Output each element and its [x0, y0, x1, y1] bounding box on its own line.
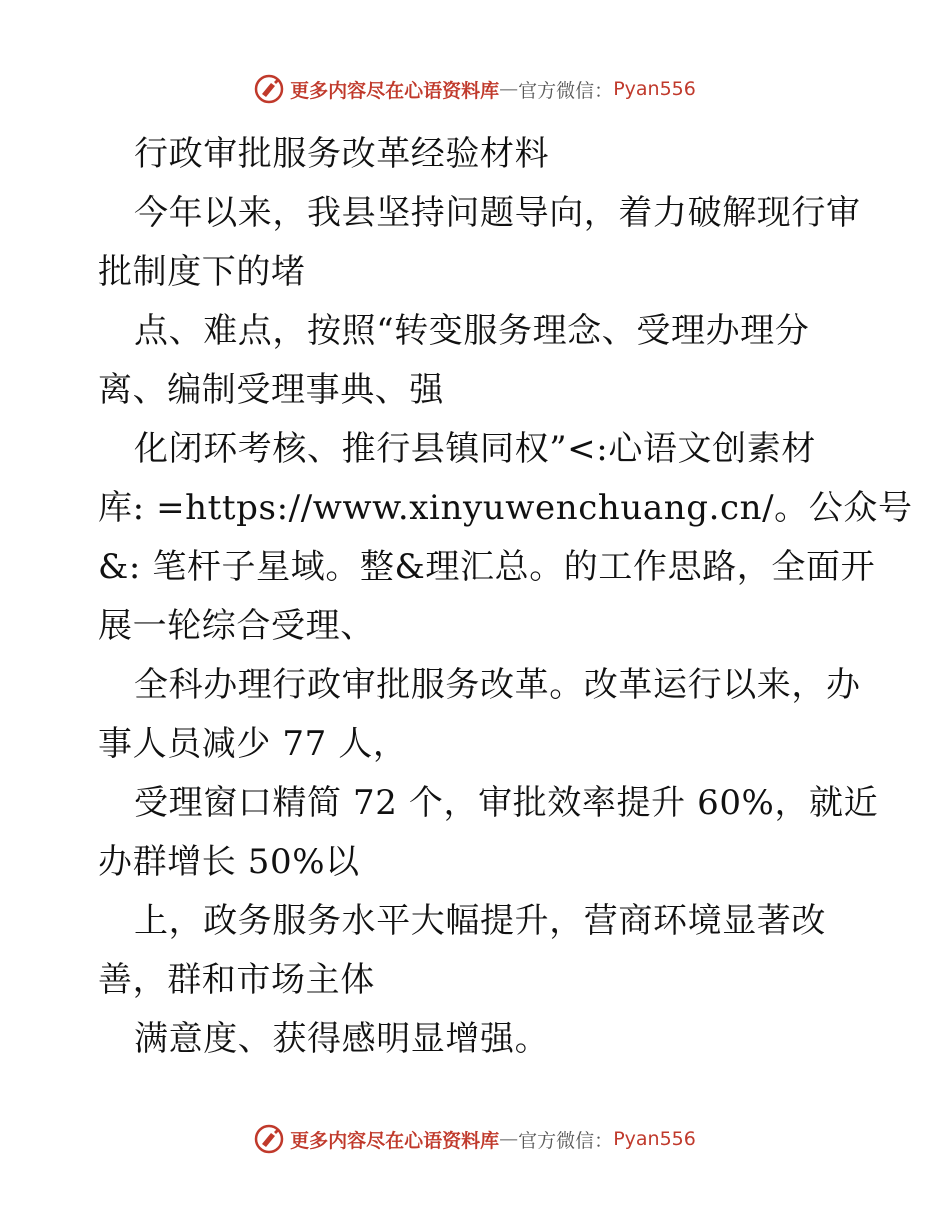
document-line: &: 笔杆子星域。整&理汇总。的工作思路，全面开	[98, 547, 876, 587]
banner-main-text: 更多内容尽在心语资料库	[290, 79, 500, 102]
brand-logo-icon	[254, 1124, 284, 1154]
banner-wechat-label: 官方微信：	[518, 1129, 614, 1152]
document-line: 全科办理行政审批服务改革。改革运行以来，办	[134, 665, 861, 705]
document-line: 库: =https://www.xinyuwenchuang.cn/。公众号	[98, 488, 913, 528]
document-line: 离、编制受理事典、强	[98, 370, 444, 410]
document-line: 事人员减少 77 人，	[98, 724, 408, 764]
document-line: 今年以来，我县坚持问题导向，着力破解现行审	[134, 193, 861, 233]
document-line: 展一轮综合受理、	[98, 606, 375, 646]
document-line: 上，政务服务水平大幅提升，营商环境显著改	[134, 901, 826, 941]
document-line: 点、难点，按照“转变服务理念、受理办理分	[134, 311, 810, 351]
document-line: 办群增长 50%以	[98, 842, 360, 882]
document-line: 善，群和市场主体	[98, 960, 375, 1000]
banner-dash: —	[499, 78, 519, 100]
banner-wechat-label: 官方微信：	[518, 79, 614, 102]
banner-dash: —	[499, 1128, 519, 1150]
footer-watermark-banner	[0, 1124, 950, 1154]
banner-main-text: 更多内容尽在心语资料库	[290, 1129, 500, 1152]
document-body	[98, 125, 913, 1069]
document-line: 行政审批服务改革经验材料	[134, 134, 550, 174]
document-line: 满意度、获得感明显增强。	[134, 1019, 550, 1059]
brand-logo-icon	[254, 74, 284, 104]
header-watermark-banner	[0, 74, 950, 104]
document-line: 受理窗口精简 72 个，审批效率提升 60%，就近	[134, 783, 879, 823]
banner-wechat-id: Pyan556	[613, 78, 696, 100]
document-line: 化闭环考核、推行县镇同权”<:心语文创素材	[134, 429, 816, 469]
document-line: 批制度下的堵	[98, 252, 306, 292]
banner-wechat-id: Pyan556	[613, 1128, 696, 1150]
